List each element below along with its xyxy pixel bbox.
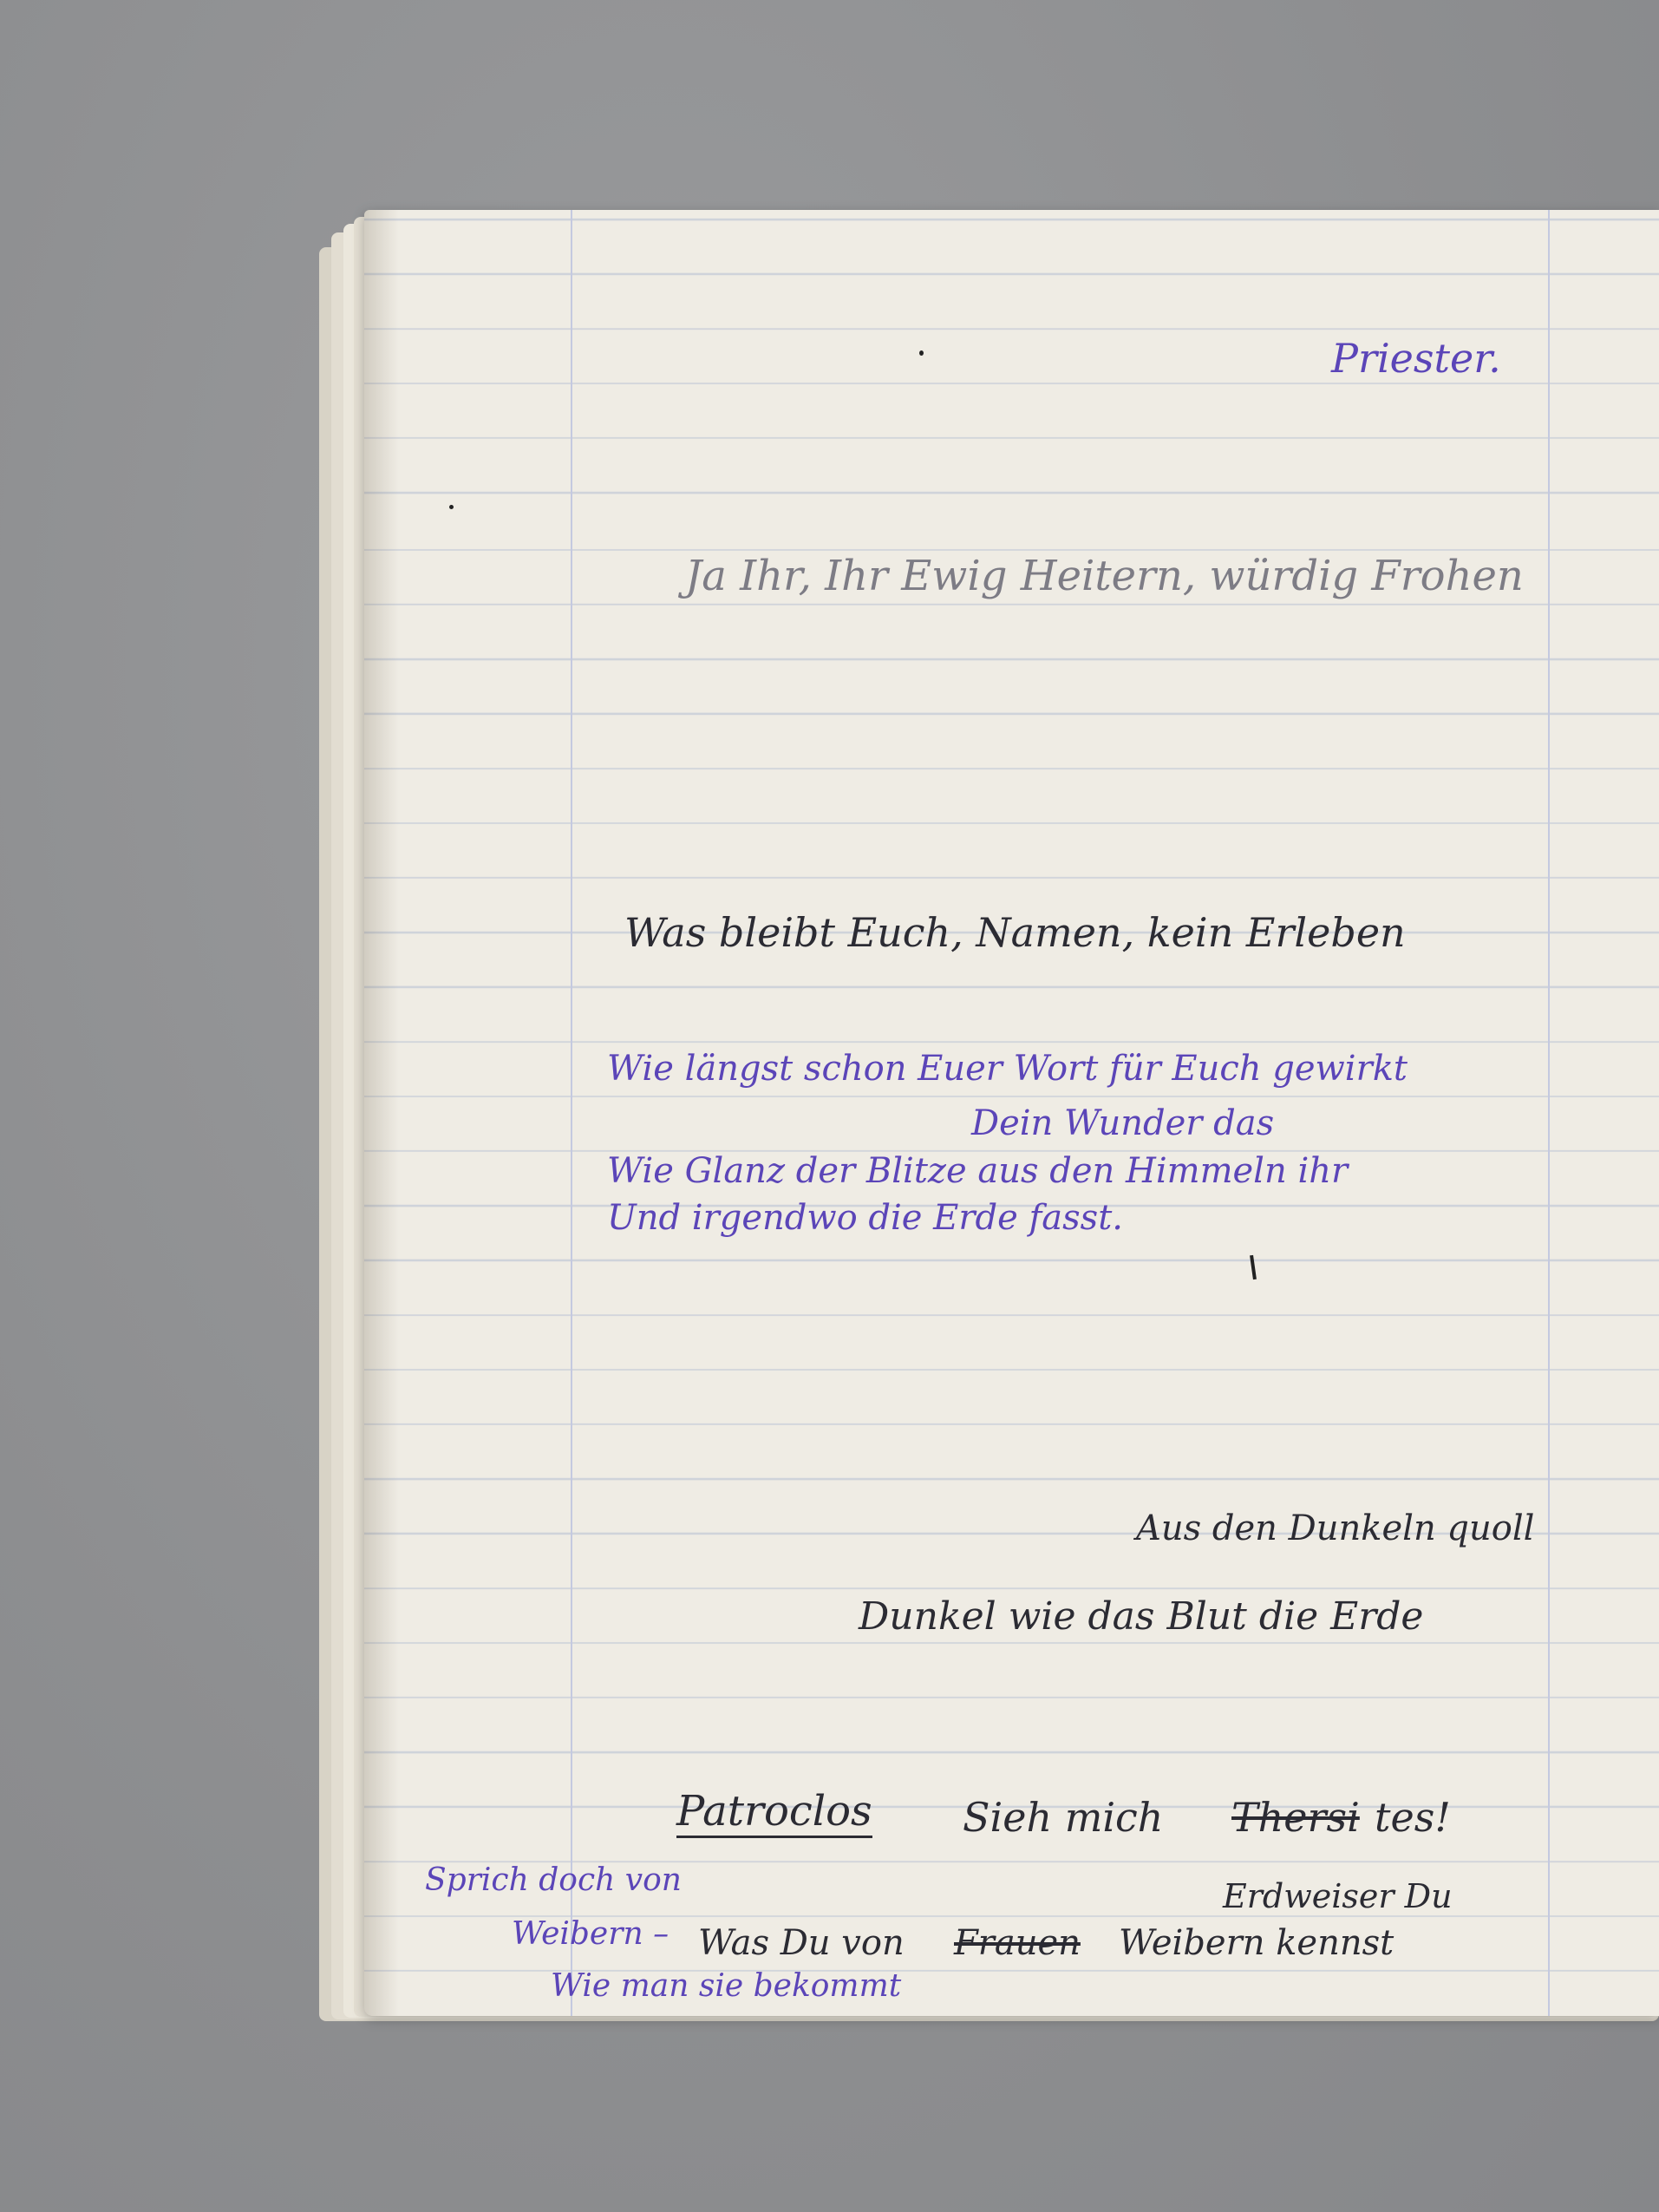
margin-note-line-2: Weibern – [512,1916,669,1952]
margin-note-line-1: Sprich doch von [425,1862,682,1898]
right-margin-rule [1548,210,1550,2016]
manuscript-line-4: Dunkel wie das Blut die Erde [859,1594,1424,1639]
manuscript-line-3: Aus den Dunkeln quoll [1136,1508,1535,1548]
violet-line-3: Wie Glanz der Blitze aus den Himmeln ihr [607,1151,1349,1191]
line-7-after: Weibern kennst [1119,1923,1394,1963]
line-5-ending: tes! [1375,1794,1451,1841]
violet-line-1: Wie längst schon Euer Wort für Euch gewirkt [607,1049,1408,1089]
violet-line-4: Und irgendwo die Erde fasst. [607,1198,1123,1238]
ink-mark [1250,1255,1257,1279]
line-7-before: Was Du von [698,1923,905,1963]
manuscript-line-1: Ja Ihr, Ihr Ewig Heitern, würdig Frohen [685,552,1524,600]
struck-word: Frauen [954,1923,1081,1963]
left-margin-rule [571,210,572,2016]
header-priester: Priester. [1331,335,1501,382]
line-5-text: Sieh mich [963,1794,1164,1841]
gutter-shadow [364,210,399,2016]
manuscript-line-6: Erdweiser Du [1223,1877,1453,1915]
margin-note-line-3: Wie man sie bekommt [551,1968,902,2004]
ink-dot [919,350,924,356]
violet-line-2: Dein Wunder das [971,1103,1275,1143]
struck-word: Thersi [1231,1794,1360,1841]
notebook-page [364,210,1659,2016]
name-patroclos: Patroclos [676,1790,872,1838]
manuscript-line-2: Was bleibt Euch, Namen, kein Erleben [624,909,1406,956]
ink-dot [449,505,454,509]
